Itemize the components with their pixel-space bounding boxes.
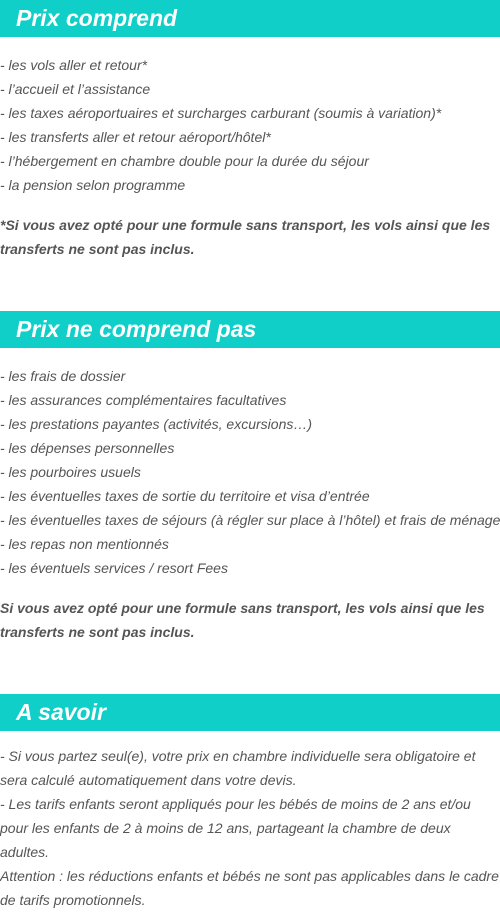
list-item: - les pourboires usuels (0, 464, 141, 480)
list-item: - les taxes aéroportuaires et surcharges carburant (soumis à variation)* (0, 105, 442, 121)
list-item: - les vols aller et retour* (0, 57, 148, 73)
list-item: - l’accueil et l’assistance (0, 81, 151, 97)
list-item: - les dépenses personnelles (0, 440, 175, 456)
a-savoir-paragraph: Attention : les réductions enfants et bébés ne sont pas applicables dans le cadre de tarifs promotionnels. (0, 868, 499, 908)
list-item: - les éventuelles taxes de sortie du territoire et visa d’entrée (0, 488, 370, 504)
list-item: - les éventuelles taxes de séjours (à régler sur place à l’hôtel) et frais de ménage (0, 512, 500, 528)
section-title-prix-comprend: Prix comprend (0, 0, 500, 37)
section-a-savoir (0, 694, 500, 912)
section-title-a-savoir: A savoir (0, 694, 500, 731)
included-note: *Si vous avez opté pour une formule sans transport, les vols ainsi que les transferts ne sont pas inclus. (0, 217, 491, 257)
section-title-prix-ne-comprend-pas: Prix ne comprend pas (0, 311, 500, 348)
list-item: - l’hébergement en chambre double pour la durée du séjour (0, 153, 369, 169)
a-savoir-paragraph: - Les tarifs enfants seront appliqués pour les bébés de moins de 2 ans et/ou pour les enfants de 2 à moins de 12 ans, partageant la chambre de deux adultes. (0, 796, 471, 860)
list-item: - les éventuels services / resort Fees (0, 560, 228, 576)
section-prix-comprend (0, 0, 500, 261)
list-item: - les assurances complémentaires facultatives (0, 392, 287, 408)
list-item: - les repas non mentionnés (0, 536, 169, 552)
excluded-list (0, 364, 500, 580)
a-savoir-paragraph: - Si vous partez seul(e), votre prix en chambre individuelle sera obligatoire et sera calculé automatiquement dans votre devis. (0, 748, 476, 788)
list-item: - la pension selon programme (0, 177, 186, 193)
list-item: - les prestations payantes (activités, excursions…) (0, 416, 313, 432)
list-item: - les frais de dossier (0, 368, 126, 384)
included-list (0, 53, 500, 197)
a-savoir-text (0, 744, 500, 912)
list-item: - les transferts aller et retour aéroport/hôtel* (0, 129, 271, 145)
section-prix-ne-comprend-pas (0, 311, 500, 644)
excluded-note: Si vous avez opté pour une formule sans transport, les vols ainsi que les transferts ne sont pas inclus. (0, 600, 485, 640)
